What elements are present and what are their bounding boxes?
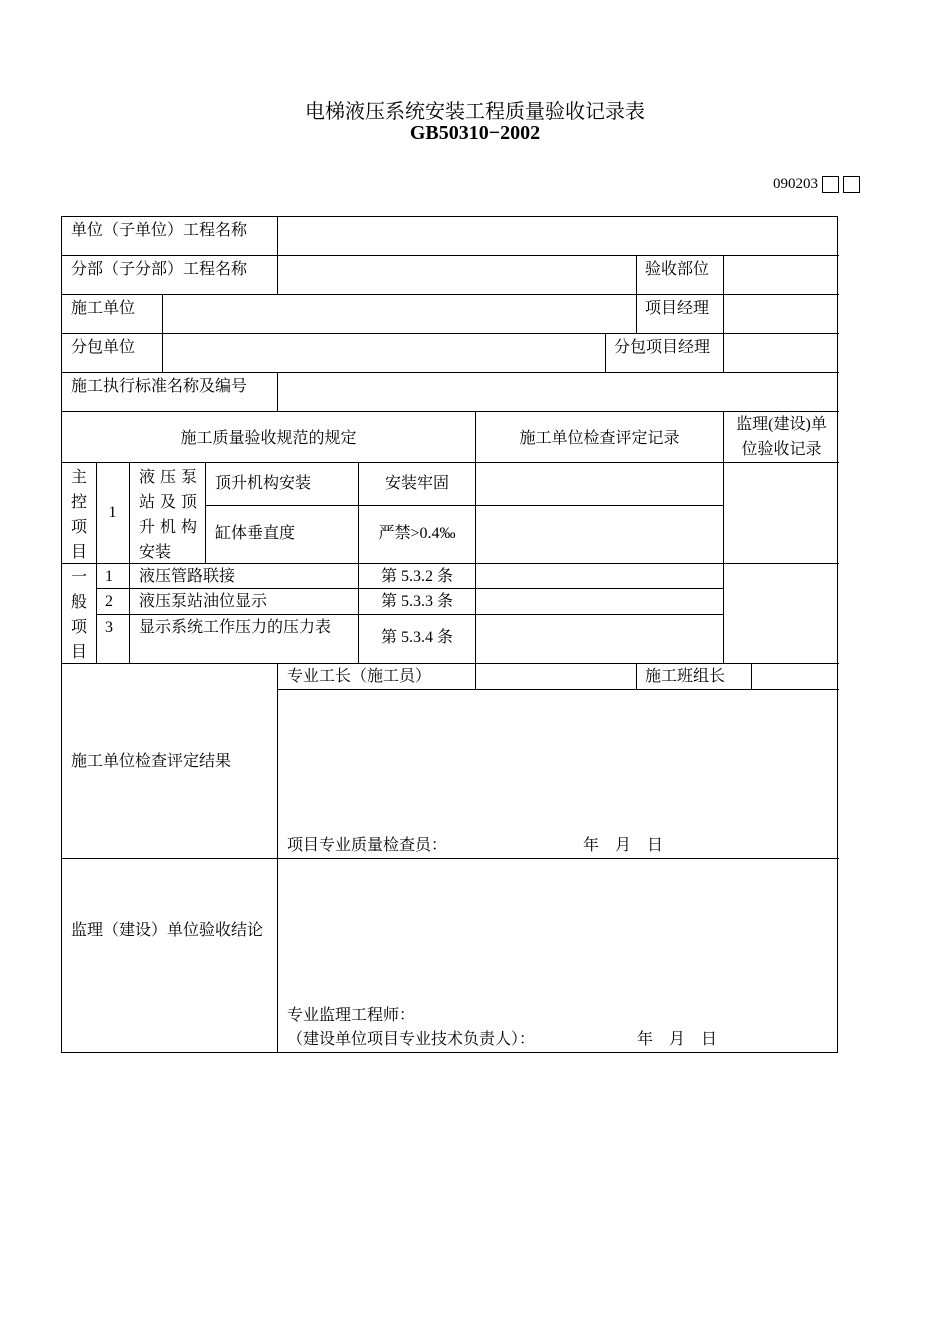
- acceptance-form: [61, 216, 838, 1053]
- foreman-field[interactable]: [476, 664, 635, 689]
- inspector-label: 项目专业质量检查员：: [287, 837, 448, 854]
- main-control-label: [69, 465, 89, 565]
- form-code: [773, 176, 860, 193]
- team-leader-label: 施工班组长: [645, 668, 726, 685]
- standard-code: GB50310−2002: [409, 122, 541, 144]
- general-item-no: 3: [105, 619, 113, 636]
- main-control-char: 项: [70, 519, 87, 536]
- spec-header: 施工质量验收规范的规定: [180, 430, 357, 447]
- general-item-record-field[interactable]: [476, 564, 722, 588]
- main-item-name: 顶升机构安装: [215, 475, 312, 492]
- sub-project-field[interactable]: [278, 256, 635, 294]
- contractor-record-header: 施工单位检查评定记录: [519, 430, 680, 447]
- main-item-name: 缸体垂直度: [215, 525, 296, 542]
- main-control-no: 1: [108, 504, 117, 521]
- standard-name-field[interactable]: [278, 373, 838, 411]
- main-control-char: 控: [70, 494, 87, 511]
- general-char: 一: [70, 569, 87, 586]
- general-item-name: 液压管路联接: [139, 568, 236, 585]
- general-item-clause: 第 5.3.4 条: [380, 629, 453, 646]
- main-control-group-line: 站及顶: [139, 494, 197, 511]
- general-supervisor-field[interactable]: [724, 564, 838, 663]
- owner-tech-label: （建设单位项目专业技术负责人）：: [287, 1031, 536, 1048]
- general-item-record-field[interactable]: [476, 589, 722, 614]
- subcontractor-label: 分包单位: [71, 339, 136, 356]
- main-control-group: [139, 465, 197, 565]
- supervisor-conclusion-label: 监理（建设）单位验收结论: [71, 922, 264, 939]
- sub-project-manager-label: 分包项目经理: [614, 339, 711, 356]
- main-item-requirement: 安装牢固: [384, 475, 449, 492]
- general-char: 般: [70, 594, 87, 611]
- general-item-no: 2: [105, 593, 113, 610]
- general-item-clause: 第 5.3.3 条: [380, 593, 453, 610]
- supervisor-engineer-label: 专业监理工程师：: [287, 1007, 416, 1024]
- foreman-label: 专业工长（施工员）: [287, 668, 432, 685]
- acceptance-part-label: 验收部位: [645, 261, 710, 278]
- general-char: 目: [70, 644, 87, 661]
- unit-project-label: 单位（子单位）工程名称: [71, 222, 248, 239]
- main-control-group-line: 升机构: [139, 519, 197, 536]
- general-label: [69, 565, 89, 665]
- supervisor-record-header-line1: 监理(建设)单: [736, 416, 827, 433]
- team-leader-field[interactable]: [752, 664, 838, 689]
- general-item-name: 液压泵站油位显示: [139, 593, 268, 610]
- main-item-record-field[interactable]: [476, 463, 722, 505]
- contractor-field[interactable]: [163, 295, 635, 333]
- main-item-requirement: 严禁>0.4‰: [378, 525, 456, 542]
- supervisor-record-header-line2: 位验收记录: [741, 441, 822, 458]
- general-item-no: 1: [105, 568, 113, 585]
- form-code-box-1[interactable]: [822, 176, 839, 193]
- supervisor-date: 年 月 日: [637, 1031, 718, 1048]
- form-code-box-2[interactable]: [843, 176, 860, 193]
- main-control-group-line: 液压泵: [139, 469, 197, 486]
- main-control-group-line: 安装: [139, 544, 172, 561]
- form-title: 电梯液压系统安装工程质量验收记录表: [305, 99, 645, 123]
- inspector-date: 年 月 日: [583, 837, 664, 854]
- general-item-record-field[interactable]: [476, 615, 722, 663]
- standard-name-label: 施工执行标准名称及编号: [71, 378, 248, 395]
- main-supervisor-field[interactable]: [724, 463, 838, 563]
- contractor-label: 施工单位: [71, 300, 136, 317]
- acceptance-part-field[interactable]: [724, 256, 838, 294]
- general-item-clause: 第 5.3.2 条: [380, 568, 453, 585]
- contractor-result-field[interactable]: [278, 690, 838, 830]
- main-item-record-field[interactable]: [476, 506, 722, 563]
- general-item-name: 显示系统工作压力的压力表: [139, 619, 332, 636]
- unit-project-field[interactable]: [278, 217, 838, 255]
- sub-project-label: 分部（子分部）工程名称: [71, 261, 248, 278]
- general-char: 项: [70, 619, 87, 636]
- contractor-result-label: 施工单位检查评定结果: [71, 753, 232, 770]
- project-manager-field[interactable]: [724, 295, 838, 333]
- supervisor-conclusion-field[interactable]: [278, 859, 838, 999]
- subcontractor-field[interactable]: [163, 334, 604, 372]
- main-control-char: 目: [70, 544, 87, 561]
- form-code-number: 090203: [773, 176, 818, 192]
- project-manager-label: 项目经理: [645, 300, 710, 317]
- main-control-char: 主: [70, 469, 87, 486]
- sub-project-manager-field[interactable]: [724, 334, 838, 372]
